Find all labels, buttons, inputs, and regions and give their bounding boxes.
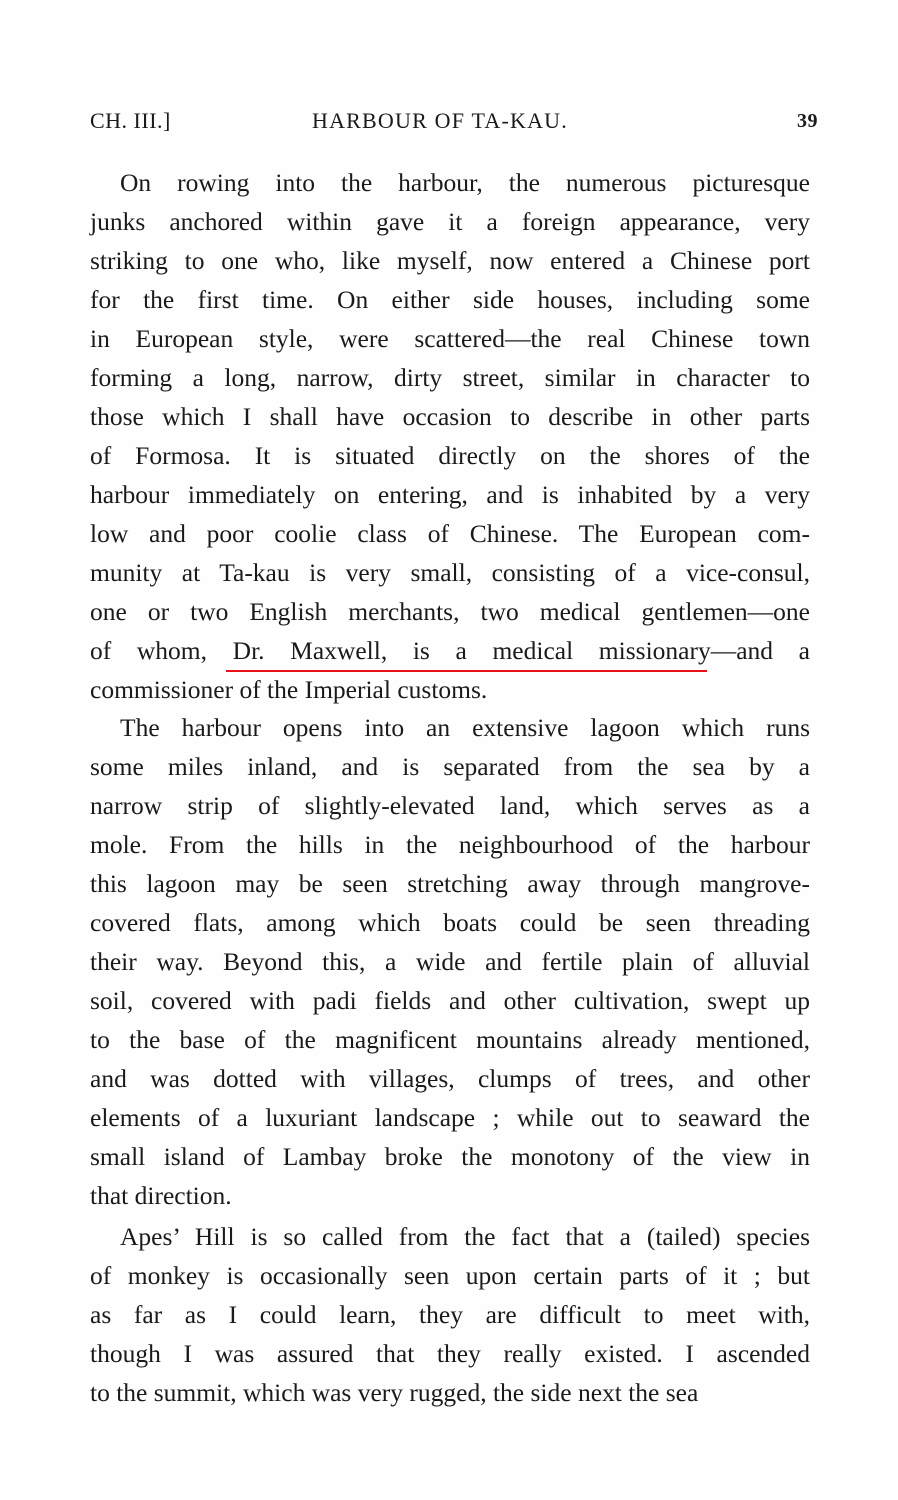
- text-line: and was dotted with villages, clumps of trees, and other: [90, 1064, 810, 1093]
- text-line: though I was assured that they really existed. I ascended: [90, 1339, 810, 1368]
- text-line: commissioner of the Imperial customs.: [90, 675, 488, 704]
- text-line: narrow strip of slightly-elevated land, which serves as a: [90, 791, 810, 820]
- text-line: in European style, were scattered—the real Chinese town: [90, 324, 810, 353]
- text-line: to the summit, which was very rugged, the side next the sea: [90, 1378, 699, 1407]
- page-title: HARBOUR OF TA-KAU.: [312, 108, 568, 133]
- text-line: elements of a luxuriant landscape ; while out to seaward the: [90, 1103, 810, 1132]
- text-line: striking to one who, like myself, now entered a Chinese port: [90, 246, 810, 275]
- text-line: as far as I could learn, they are difficult to meet with,: [90, 1300, 810, 1329]
- text-line: that direction.: [90, 1181, 232, 1210]
- text-line: one or two English merchants, two medical gentlemen—one: [90, 597, 810, 626]
- text-line: Apes’ Hill is so called from the fact that a (tailed) species: [120, 1222, 810, 1251]
- text-line: low and poor coolie class of Chinese. The European com-: [90, 519, 810, 548]
- text-line: forming a long, narrow, dirty street, similar in character to: [90, 363, 810, 392]
- text-line: of monkey is occasionally seen upon certain parts of it ; but: [90, 1261, 810, 1290]
- red-underline-annotation: [226, 670, 707, 672]
- text-line: their way. Beyond this, a wide and fertile plain of alluvial: [90, 947, 810, 976]
- text-line: covered flats, among which boats could be seen threading: [90, 908, 810, 937]
- running-head: [90, 108, 818, 138]
- text-line: The harbour opens into an extensive lagoon which runs: [120, 713, 810, 742]
- text-line: this lagoon may be seen stretching away through mangrove-: [90, 869, 810, 898]
- text-line: harbour immediately on entering, and is inhabited by a very: [90, 480, 810, 509]
- text-line: for the first time. On either side houses, including some: [90, 285, 810, 314]
- text-line: to the base of the magnificent mountains already mentioned,: [90, 1025, 810, 1054]
- chapter-label: CH. III.]: [90, 108, 171, 133]
- text-line: junks anchored within gave it a foreign appearance, very: [90, 207, 810, 236]
- text-line: of Formosa. It is situated directly on the shores of the: [90, 441, 810, 470]
- text-line: mole. From the hills in the neighbourhood of the harbour: [90, 830, 810, 859]
- text-line: soil, covered with padi fields and other cultivation, swept up: [90, 986, 810, 1015]
- text-line: of whom, Dr. Maxwell, is a medical missionary—and a: [90, 636, 810, 665]
- text-line: munity at Ta-kau is very small, consisting of a vice-consul,: [90, 558, 810, 587]
- page-number: 39: [797, 110, 818, 132]
- text-line: On rowing into the harbour, the numerous picturesque: [120, 168, 810, 197]
- text-line: small island of Lambay broke the monotony of the view in: [90, 1142, 810, 1171]
- text-line: some miles inland, and is separated from the sea by a: [90, 752, 810, 781]
- text-line: those which I shall have occasion to describe in other parts: [90, 402, 810, 431]
